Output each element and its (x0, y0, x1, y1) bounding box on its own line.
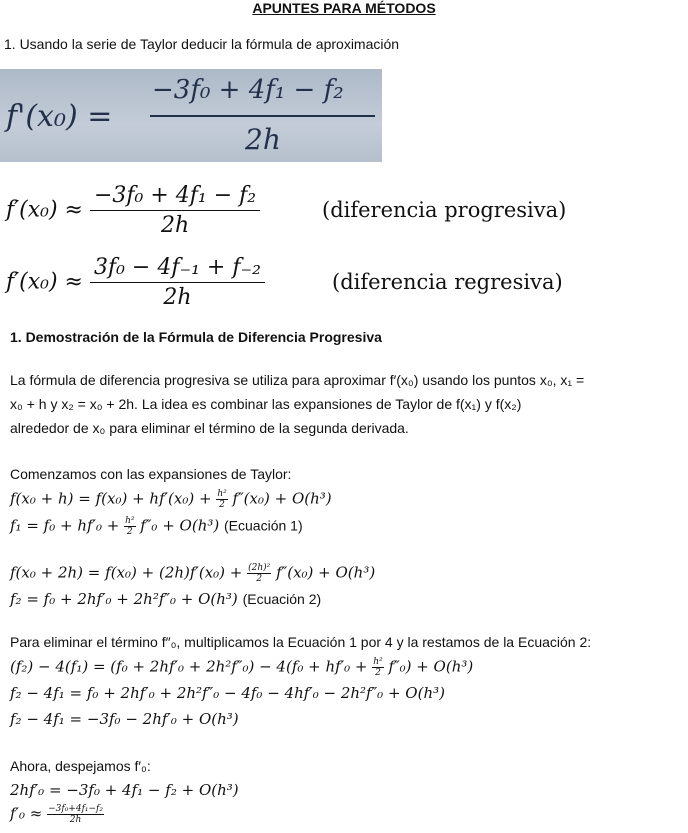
taylor-intro: Comenzamos con las expansiones de Taylor: (10, 466, 292, 482)
eq-right: f″₀ + O(h³) (140, 516, 220, 535)
fraction-numerator: −3f₀+4f₁−f₂ (48, 804, 103, 814)
eq-fraction (372, 657, 383, 678)
eq-right: f″(x₀) + O(h³) (232, 489, 332, 508)
eq-left: (f₂) − 4(f₁) = (f₀ + 2hf′₀ + 2h²f″₀) − 4(f₀ + hf′₀ + (10, 657, 368, 676)
eq-right: f″(x₀) + O(h³) (276, 563, 376, 582)
photo-lhs: f'(x₀) = (6, 99, 113, 134)
progressive-formula (6, 183, 260, 238)
photo-denominator: 2h (245, 123, 281, 156)
progressive-label: (diferencia progresiva) (322, 198, 567, 222)
fraction-numerator: h² (125, 516, 135, 526)
eq-fraction (47, 804, 104, 825)
elimination-intro: Para eliminar el término f″₀, multiplicamos la Ecuación 1 por 4 y la restamos de la Ecuación 2: (10, 634, 592, 650)
fraction-denominator: 2h (69, 815, 82, 825)
fraction-numerator: (2h)² (248, 563, 271, 573)
fraction-numerator: h² (217, 489, 227, 499)
section-title: 1. Demostración de la Fórmula de Diferencia Progresiva (10, 329, 382, 345)
intro-line: x₀ + h y x₂ = x₀ + 2h. La idea es combinar las expansiones de Taylor de f(x₁) y f(x₂) (10, 396, 522, 412)
regressive-formula (6, 255, 265, 310)
eq-fraction (124, 516, 135, 537)
progressive-denominator: 2h (160, 213, 190, 238)
photo-fraction-bar (150, 115, 375, 117)
progressive-fraction (90, 183, 260, 238)
regressive-fraction (90, 255, 265, 310)
eq-body: f₂ = f₀ + 2hf′₀ + 2h²f″₀ + O(h³) (10, 590, 238, 608)
taylor-eq2a (10, 563, 375, 584)
taylor-eq1b (10, 516, 303, 537)
intro-line: La fórmula de diferencia progresiva se utiliza para aproximar f′(x₀) usando los puntos x₀, x₁ = (10, 372, 585, 388)
equation-1-label: (Ecuación 1) (224, 517, 303, 534)
solve-line-1: 2hf′₀ = −3f₀ + 4f₁ − f₂ + O(h³) (10, 781, 239, 799)
elimination-line-1 (10, 657, 473, 678)
page-title: APUNTES PARA MÉTODOS (252, 0, 436, 16)
eq-left: f(x₀ + h) = f(x₀) + hf′(x₀) + (10, 489, 212, 508)
regressive-lhs: f′(x₀) ≈ (6, 269, 83, 295)
progressive-numerator: −3f₀ + 4f₁ − f₂ (90, 183, 260, 211)
equation-2-label: (Ecuación 2) (242, 591, 322, 607)
elimination-line-3: f₂ − 4f₁ = −3f₀ − 2hf′₀ + O(h³) (10, 710, 239, 728)
eq-left: f′₀ ≈ (10, 804, 43, 823)
intro-paragraph (10, 368, 686, 440)
eq-right: f″₀) + O(h³) (388, 657, 474, 676)
intro-line: alrededor de x₀ para eliminar el término de la segunda derivada. (10, 420, 409, 436)
eq-fraction (247, 563, 271, 584)
elimination-line-2: f₂ − 4f₁ = f₀ + 2hf′₀ + 2h²f″₀ − 4f₀ − 4hf′₀ − 2h²f″₀ + O(h³) (10, 684, 445, 702)
solve-intro: Ahora, despejamos f′₀: (10, 758, 151, 774)
fraction-denominator: 2 (219, 500, 225, 510)
solve-line-2 (10, 804, 104, 825)
regressive-denominator: 2h (163, 285, 192, 310)
progressive-lhs: f′(x₀) ≈ (6, 197, 83, 223)
fraction-numerator: h² (373, 657, 383, 667)
eq-fraction (216, 489, 227, 510)
taylor-eq2b (10, 590, 321, 608)
regressive-label: (diferencia regresiva) (332, 270, 563, 294)
taylor-eq1a (10, 489, 332, 510)
question-text: 1. Usando la serie de Taylor deducir la fórmula de aproximación (4, 36, 400, 52)
fraction-denominator: 2 (126, 527, 133, 537)
fraction-denominator: 2 (256, 574, 263, 584)
handwritten-formula-photo (0, 69, 382, 162)
photo-numerator: −3f₀ + 4f₁ − f₂ (152, 75, 344, 105)
fraction-denominator: 2 (375, 668, 381, 678)
regressive-numerator: 3f₀ − 4f₋₁ + f₋₂ (90, 255, 265, 283)
eq-left: f(x₀ + 2h) = f(x₀) + (2h)f′(x₀) + (10, 563, 243, 582)
eq-left: f₁ = f₀ + hf′₀ + (10, 516, 120, 535)
